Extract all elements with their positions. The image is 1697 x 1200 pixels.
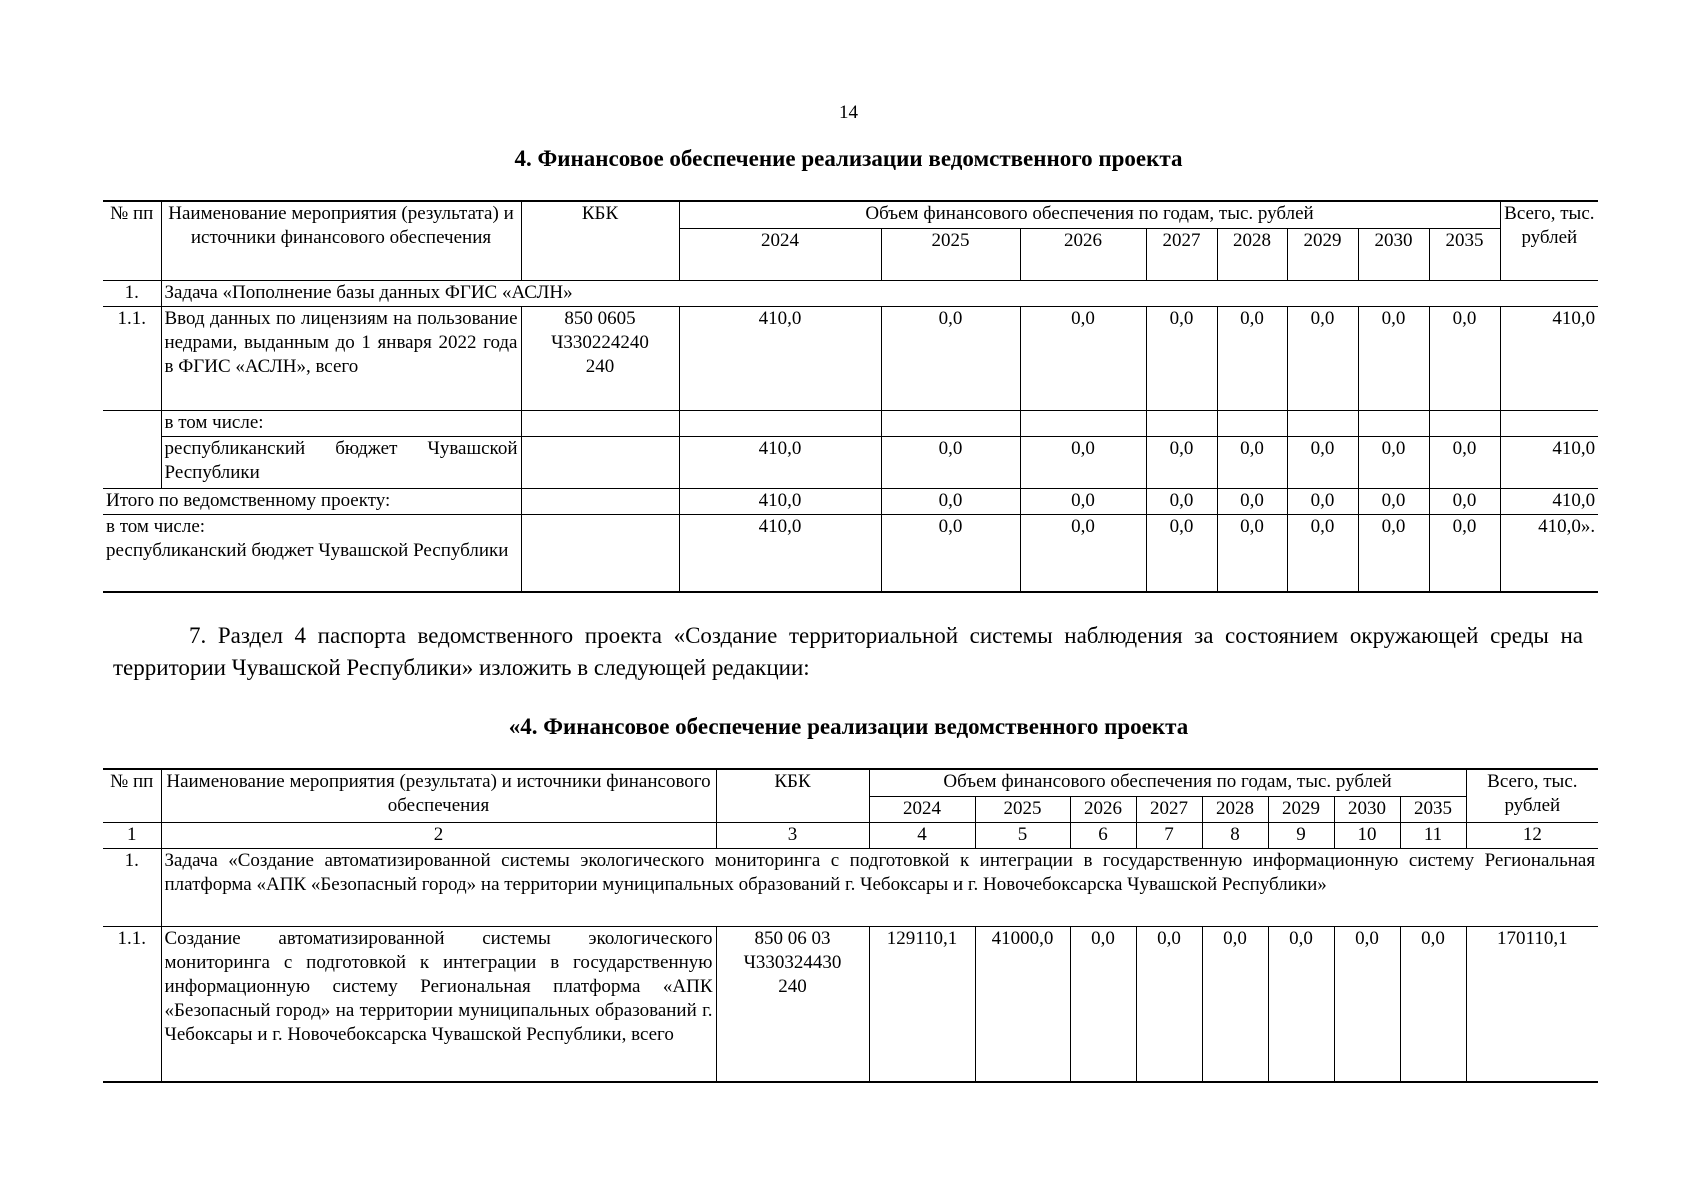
header-volume: Объем финансового обеспечения по годам, тыс. рублей [679, 201, 1500, 228]
project-including-total: 410,0». [1500, 514, 1598, 592]
item-value: 0,0 [1217, 306, 1287, 410]
item-total: 170110,1 [1466, 926, 1598, 1082]
project-total-value: 0,0 [1358, 488, 1429, 514]
item-value: 0,0 [1358, 306, 1429, 410]
header-year: 2025 [975, 796, 1070, 822]
header-year: 2024 [869, 796, 975, 822]
section-title: 4. Финансовое обеспечение реализации ведомственного проекта [514, 146, 1183, 171]
header-year: 2026 [1020, 228, 1146, 280]
budget-value: 410,0 [679, 436, 881, 488]
project-including-value: 0,0 [1146, 514, 1217, 592]
budget-value: 0,0 [1358, 436, 1429, 488]
item-value: 0,0 [881, 306, 1020, 410]
header-year: 2028 [1217, 228, 1287, 280]
project-including-value: 0,0 [1020, 514, 1146, 592]
including-label: в том числе: [161, 410, 521, 436]
header-year: 2027 [1136, 796, 1202, 822]
item-value: 0,0 [1070, 926, 1136, 1082]
column-number: 3 [716, 822, 869, 848]
project-total-value: 0,0 [881, 488, 1020, 514]
item-value: 0,0 [1334, 926, 1400, 1082]
header-year: 2030 [1358, 228, 1429, 280]
header-year: 2029 [1287, 228, 1358, 280]
project-including-label: в том числе: республиканский бюджет Чувашской Республики [103, 514, 521, 592]
column-number: 11 [1400, 822, 1466, 848]
header-year: 2025 [881, 228, 1020, 280]
item-name: Ввод данных по лицензиям на пользование недрами, выданным до 1 января 2022 года в ФГИС «АСЛН», всего [161, 306, 521, 410]
item-kbk: 850 0605 Ч330224240 240 [521, 306, 679, 410]
task-num: 1. [103, 848, 161, 926]
item-value: 41000,0 [975, 926, 1070, 1082]
item-kbk: 850 06 03 Ч330324430 240 [716, 926, 869, 1082]
header-year: 2029 [1268, 796, 1334, 822]
item-value: 410,0 [679, 306, 881, 410]
financing-table-1 [103, 200, 1598, 593]
project-total-value: 0,0 [1287, 488, 1358, 514]
column-number: 6 [1070, 822, 1136, 848]
budget-value: 0,0 [881, 436, 1020, 488]
project-including-value: 0,0 [881, 514, 1020, 592]
task-name: Задача «Пополнение базы данных ФГИС «АСЛН» [161, 280, 1598, 306]
project-total-value: 0,0 [1217, 488, 1287, 514]
project-total-value: 0,0 [1429, 488, 1500, 514]
header-year: 2024 [679, 228, 881, 280]
header-kbk: КБК [716, 769, 869, 822]
header-year: 2035 [1429, 228, 1500, 280]
item-value: 0,0 [1429, 306, 1500, 410]
item-value: 0,0 [1146, 306, 1217, 410]
budget-value: 0,0 [1020, 436, 1146, 488]
project-including-value: 0,0 [1217, 514, 1287, 592]
item-num: 1.1. [103, 306, 161, 410]
item-total: 410,0 [1500, 306, 1598, 410]
item-value: 0,0 [1202, 926, 1268, 1082]
header-num: № пп [103, 201, 161, 280]
column-number: 8 [1202, 822, 1268, 848]
item-num: 1.1. [103, 926, 161, 1082]
project-total-value: 410,0 [679, 488, 881, 514]
budget-value: 0,0 [1217, 436, 1287, 488]
item-value: 0,0 [1287, 306, 1358, 410]
header-volume: Объем финансового обеспечения по годам, тыс. рублей [869, 769, 1466, 796]
column-number: 1 [103, 822, 161, 848]
column-number: 9 [1268, 822, 1334, 848]
budget-value: 0,0 [1287, 436, 1358, 488]
page-number: 14 [839, 102, 858, 123]
column-number: 12 [1466, 822, 1598, 848]
amendment-paragraph: 7. Раздел 4 паспорта ведомственного проекта «Создание территориальной системы наблюдения за состоянием окружающей среды на территории Чувашской Республики» изложить в следующей редакции: [113, 623, 1583, 680]
header-year: 2030 [1334, 796, 1400, 822]
header-year: 2027 [1146, 228, 1217, 280]
budget-value: 0,0 [1429, 436, 1500, 488]
project-including-value: 0,0 [1429, 514, 1500, 592]
header-year: 2026 [1070, 796, 1136, 822]
budget-total: 410,0 [1500, 436, 1598, 488]
header-total: Всего, тыс. рублей [1466, 769, 1598, 822]
project-including-value: 0,0 [1287, 514, 1358, 592]
column-number: 5 [975, 822, 1070, 848]
item-name: Создание автоматизированной системы экологического мониторинга с подготовкой к интеграции в государственную информационную систему Региональная платформа «АПК «Безопасный город» на территории муниципальных образований г. Чебоксары и г. Новочебоксарска Чувашской Республики, всего [161, 926, 716, 1082]
task-name: Задача «Создание автоматизированной системы экологического мониторинга с подготовкой к интеграции в государственную информационную систему Региональная платформа «АПК «Безопасный город» на территории муниципальных образований г. Чебоксары и г. Новочебоксарска Чувашской Республики» [161, 848, 1598, 926]
header-name: Наименование мероприятия (результата) и источники финансового обеспечения [161, 769, 716, 822]
header-kbk: КБК [521, 201, 679, 280]
column-number: 10 [1334, 822, 1400, 848]
budget-value: 0,0 [1146, 436, 1217, 488]
column-number: 2 [161, 822, 716, 848]
column-number: 4 [869, 822, 975, 848]
project-total-value: 0,0 [1146, 488, 1217, 514]
task-num: 1. [103, 280, 161, 306]
project-total-value: 0,0 [1020, 488, 1146, 514]
header-year: 2028 [1202, 796, 1268, 822]
header-num: № пп [103, 769, 161, 822]
item-value: 0,0 [1400, 926, 1466, 1082]
project-total-sum: 410,0 [1500, 488, 1598, 514]
project-including-value: 0,0 [1358, 514, 1429, 592]
header-year: 2035 [1400, 796, 1466, 822]
header-name: Наименование мероприятия (результата) и источники финансового обеспечения [161, 201, 521, 280]
item-value: 129110,1 [869, 926, 975, 1082]
budget-name: республиканский бюджет Чувашской Республики [161, 436, 521, 488]
column-number: 7 [1136, 822, 1202, 848]
header-total: Всего, тыс. рублей [1500, 201, 1598, 280]
item-value: 0,0 [1136, 926, 1202, 1082]
financing-table-2 [103, 768, 1598, 1083]
item-value: 0,0 [1020, 306, 1146, 410]
project-including-value: 410,0 [679, 514, 881, 592]
section-title: «4. Финансовое обеспечение реализации ведомственного проекта [508, 714, 1189, 739]
project-total-label: Итого по ведомственному проекту: [103, 488, 521, 514]
item-value: 0,0 [1268, 926, 1334, 1082]
